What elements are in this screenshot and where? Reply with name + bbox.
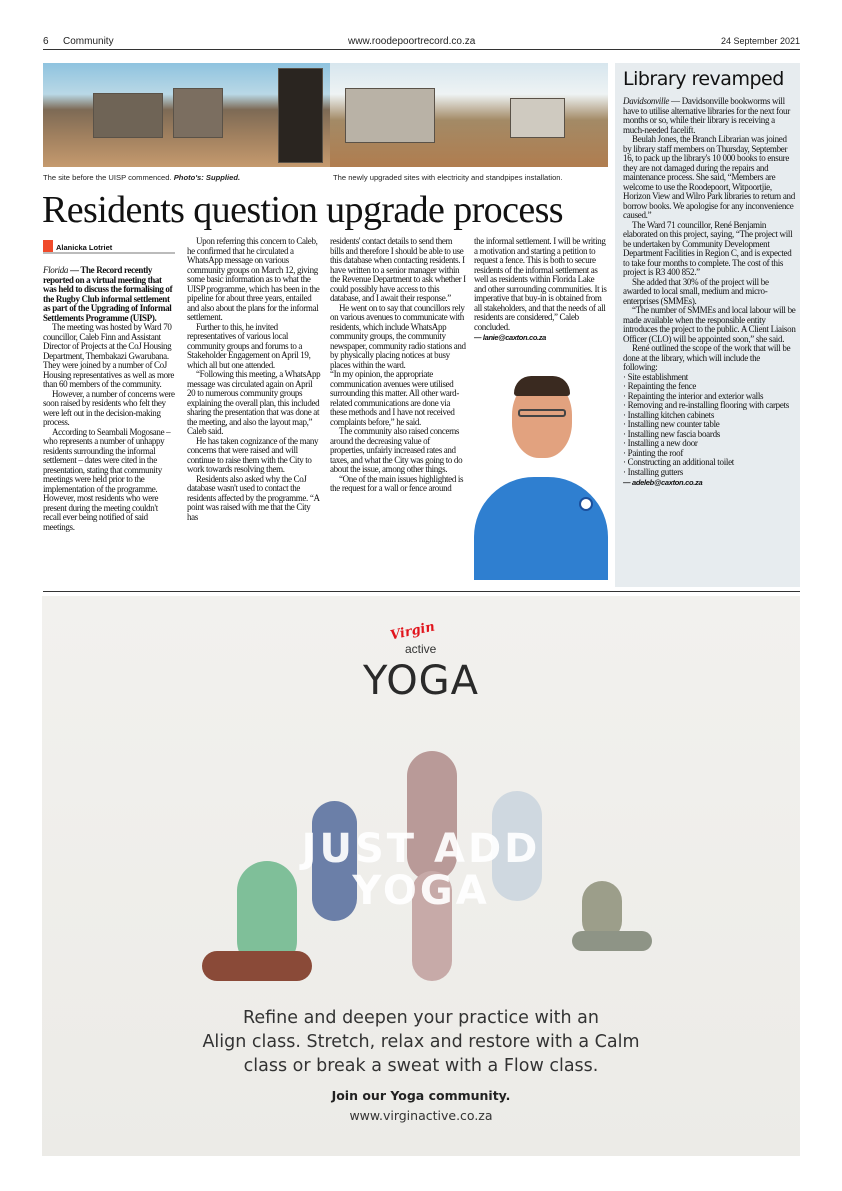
caption-left-text: The site before the UISP commenced. [43,173,172,182]
article-column-2 [187,237,321,522]
paragraph: “The number of SMMEs and local labour will be made available when the responsible entity introduces the project to the public. A Client Liaison Officer (CLO) will be appointed soon,” she said. [623,305,796,344]
dateline: Florida [43,265,69,275]
overlay-line: JUST ADD [301,826,541,872]
paragraph: She added that 30% of the project will be awarded to local small, medium and micro-enterprises (SMMEs). [623,276,769,306]
list-item: · Repainting the fence [623,382,796,392]
advertisement-virgin-active-yoga[interactable] [42,596,800,1156]
ad-overlay-headline [42,828,800,912]
sidebar-dateline: Davidsonville [623,96,670,106]
paragraph: “One of the main issues highlighted is the request for a wall or fence around [330,473,464,493]
photo-upgraded-sites [330,63,608,167]
copy-line: Refine and deepen your practice with an [243,1008,599,1028]
sidebar-library-story [615,63,800,587]
article-column-1 [43,266,177,532]
list-item: · Painting the roof [623,449,796,459]
divider [43,591,800,592]
list-item: · Constructing an additional toilet [623,458,796,468]
list-item: · Installing gutters [623,468,796,478]
paragraph: The meeting was hosted by Ward 70 councillor, Caleb Finn and Assistant Director of Projects at the CoJ Housing Department, Thembakazi Gwarubana. They were joined by a number of CoJ Housing representatives as well as more than 60 members of the community. [43,322,175,389]
paragraph: Beulah Jones, the Branch Librarian was joined by library staff members on Thursday, September 16, to pack up the library's 10 000 books to ensure they are not damaged during the repairs and maintenance process. She said, “Members are welcome to use the Roodepoort, Witpoortjie, Horizon View and Wilro Park libraries to return and borrow books. We apologise for any inconvenience caused.” [623,134,795,220]
paragraph: the informal settlement. I will be writing a motivation and starting a petition to request a fence. This is both to secure residents of the informal settlement as well as residents within Florida Lake and other surrounding communities. It is imperative that buy-in is obtained from all stakeholders, and that the needs of all residents are considered,” Caleb concluded. [474,236,607,332]
sidebar-lead [623,97,796,135]
page-header [43,36,800,50]
party-badge-icon [579,497,593,511]
paragraph: The community also raised concerns around the decreasing value of properties, unfairly increased rates and taxes, and what the City was going to do about the issue, among other things. [330,426,463,474]
paragraph: residents' contact details to send them bills and therefore I should be able to use this database when contacting residents. I have written to a senior manager within the Revenue Department to ask whether I could possibly have access to this database, and I await their response.” [330,236,466,303]
section-name: Community [63,36,114,47]
list-item: · Installing kitchen cabinets [623,411,796,421]
sidebar-author-email[interactable]: — adeleb@caxton.co.za [623,478,703,487]
article-headline: Residents question upgrade process [42,189,563,231]
list-item: · Installing new counter table [623,420,796,430]
logo-word: active [405,642,437,656]
photo-site-before [43,63,330,167]
article-column-3 [330,237,466,494]
copy-line: Align class. Stretch, relax and restore with a Calm [202,1032,640,1052]
list-item: · Removing and re-installing flooring with carpets [623,401,796,411]
copy-line: class or break a sweat with a Flow class. [243,1056,599,1076]
paragraph: “Following this meeting, a WhatsApp message was circulated again on April 20 to numerous community groups explaining the overall plan, this included sharing the presentation that was done at the meeting, and also the layout map,” Caleb said. [187,369,321,436]
logo-script: Virgin [388,619,437,644]
paragraph: He has taken cognizance of the many concerns that were raised and will continue to raise them with the City to work towards resolving them. [187,435,319,474]
paragraph: However, a number of concerns were soon raised by residents who felt they were left out in the decision-making process. [43,388,175,427]
paragraph: The Ward 71 councillor, René Benjamin elaborated on this project, saying, “The project will be undertaken by Community Development Department Facilities in Region C, and is expected to take four months to complete. The cost of this project is R3 400 852.” [623,219,793,277]
overlay-line: YOGA [352,868,490,914]
paragraph: Residents also asked why the CoJ database wasn't used to contact the residents affected by the programme. “A point was raised with me that the City has [187,473,320,522]
virgin-active-logo [388,619,460,658]
paragraph: Upon referring this concern to Caleb, he confirmed that he circulated a WhatsApp message on various community groups on March 12, giving some basic information as to what the UISP programme, which has been in the pipeline for about three years, entailed and also about the plans for the informal settlement. [187,236,320,322]
author-email[interactable]: — lanie@caxton.co.za [474,333,547,342]
caption-left [43,173,240,182]
issue-date: 24 September 2021 [720,36,800,46]
scope-list [623,373,796,478]
list-item: · Installing new fascia boards [623,430,796,440]
ad-website-link[interactable]: www.virginactive.co.za [349,1108,493,1123]
paragraph: According to Seambali Mogosane – who represents a number of unhappy residents surrounding the informal settlement – dates were cited in the presentation, stating that community meetings were held prior to the implementation of the programme. However, most residents who were present during the meeting couldn't recall ever being notified of said meetings. [43,426,171,532]
list-item: · Repainting the interior and exterior walls [623,392,796,402]
ad-title: YOGA [362,658,480,704]
site-url: www.roodepoortrecord.co.za [348,36,476,47]
ad-cta: Join our Yoga community. [331,1088,511,1103]
byline [43,240,175,254]
photo-councillor [474,372,608,580]
paragraph: René outlined the scope of the work that will be done at the library, which will include the following: [623,343,791,372]
byline-marker [43,240,53,252]
caption-right: The newly upgraded sites with electricity and standpipes installation. [333,173,563,182]
page-number: 6 [43,36,49,47]
photo-credit: Photo's: Supplied. [173,173,241,182]
author-name: Alanicka Lotriet [56,243,113,252]
paragraph: He went on to say that councillors rely on various avenues to communicate with residents, which include WhatsApp community groups, the community newspaper, community radio stations and by physically placing notices at busy places within the ward. [330,302,466,370]
list-item: · Site establishment [623,373,796,383]
list-item: · Installing a new door [623,439,796,449]
article-lead [43,266,177,323]
sidebar-lead-text: — Davidsonville bookworms will have to utilise alternative libraries for the next four months or so, while their library is receiving a much-needed facelift. [623,96,790,135]
article-column-4 [474,237,608,343]
sidebar-title: Library revamped [623,68,784,90]
paragraph: Further to this, he invited representatives of various local community groups and forums to a Stakeholder Engagement on April 19, which all but one attended. [187,321,311,370]
ad-copy [42,1006,800,1078]
paragraph: “In my opinion, the appropriate communication avenues were utilised surrounding this matter. All other ward-related communications are done via these methods and I have not received complaints before,” he said. [330,369,459,427]
lead-text: — The Record recently reported on a virtual meeting that was held to discuss the formalising of the Rugby Club informal settlement as part of the Upgrading of Informal Settlements Programme (UISP). [43,265,173,323]
